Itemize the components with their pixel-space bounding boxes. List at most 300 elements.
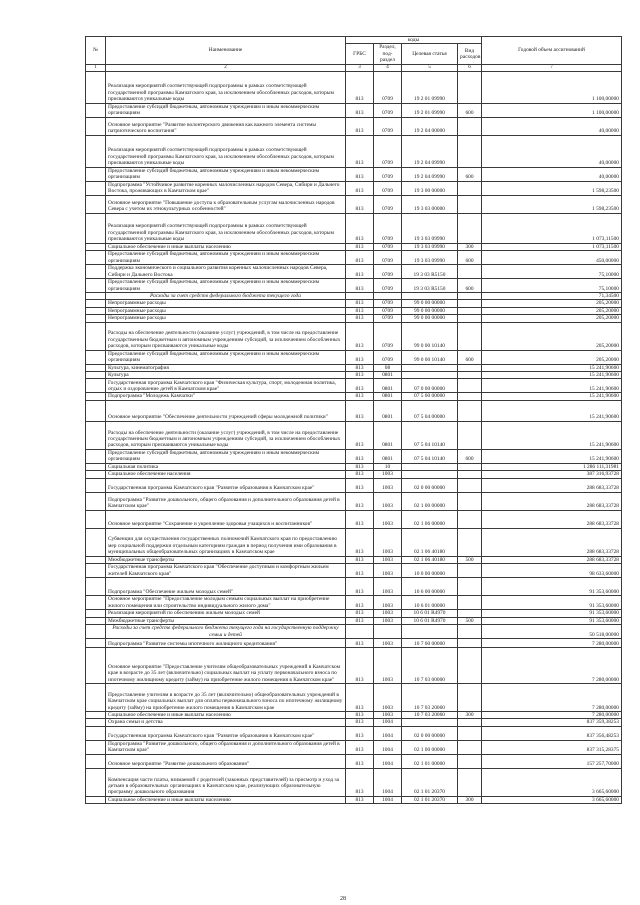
name-cell: Государственная программа Камчатского края "Развитие образования в Камчатском крае" [106, 478, 346, 492]
csr-cell: 02 0 00 00000 [402, 726, 458, 740]
razdel-cell: 1003 [374, 510, 402, 528]
table-row [86, 350, 622, 364]
vr-cell [458, 754, 482, 768]
amount-cell: 98 633,60000 [482, 564, 622, 578]
table-row [86, 796, 622, 803]
vr-cell [458, 638, 482, 647]
razdel-cell: 08 [374, 364, 402, 371]
amount-cell: 50 518,00000 [482, 624, 622, 638]
table-row [86, 379, 622, 393]
csr-cell: 19 2 04 09990 [402, 167, 458, 181]
amount-cell: 15 241,90600 [482, 449, 622, 463]
num-cell [86, 610, 106, 617]
num-cell [86, 400, 106, 421]
budget-table [85, 36, 622, 804]
csr-cell: 19 3 00 00000 [402, 181, 458, 195]
num-cell [86, 754, 106, 768]
csr-cell [402, 372, 458, 379]
vr-cell [458, 610, 482, 617]
name-cell: Предоставление субсидий бюджетным, автономным учреждениям и иным некоммерческим организациям [106, 251, 346, 265]
table-row [86, 754, 622, 768]
name-cell: Реализация мероприятий соответствующей подпрограммы в рамках соответствующей государственной программы Камчатского края, за исключением обособленных расходов, которым присваиваются уникальные коды [106, 213, 346, 243]
grbs-cell: 813 [346, 768, 374, 796]
table-row [86, 307, 622, 314]
name-cell: Основное мероприятие "Развитие волонтерского движения как важного элемента системы патриотического воспитания" [106, 117, 346, 135]
grbs-cell: 813 [346, 379, 374, 393]
razdel-cell: 1004 [374, 754, 402, 768]
razdel-cell: 0709 [374, 350, 402, 364]
csr-cell: 02 1 00 00000 [402, 492, 458, 510]
name-cell: Государственная программа Камчатского края "Обеспечение доступным и комфортным жильем жителей Камчатского края" [106, 564, 346, 578]
amount-cell: 288 683,33728 [482, 528, 622, 556]
num-cell [86, 510, 106, 528]
razdel-cell: 1004 [374, 726, 402, 740]
csr-cell: 10 7 03 20060 [402, 711, 458, 718]
razdel-cell: 1003 [374, 647, 402, 683]
header-amount: Годовой объем ассигнований [482, 37, 622, 65]
table-row [86, 421, 622, 449]
vr-cell [458, 307, 482, 314]
amount-cell: 837 315,28375 [482, 740, 622, 754]
vr-cell [458, 528, 482, 556]
grbs-cell: 813 [346, 726, 374, 740]
grbs-cell: 813 [346, 350, 374, 364]
razdel-cell: 0709 [374, 103, 402, 117]
amount-cell: 75,10000 [482, 279, 622, 293]
num-cell [86, 372, 106, 379]
razdel-cell: 0709 [374, 195, 402, 213]
razdel-cell: 1003 [374, 471, 402, 478]
grbs-cell: 813 [346, 528, 374, 556]
table-row [86, 596, 622, 610]
table-row [86, 393, 622, 400]
csr-cell: 19 3 03 R5150 [402, 265, 458, 279]
vr-cell: 600 [458, 350, 482, 364]
razdel-cell: 0709 [374, 181, 402, 195]
num-cell [86, 617, 106, 624]
table-row [86, 167, 622, 181]
amount-cell: 7 280,00000 [482, 683, 622, 711]
razdel-cell: 0709 [374, 243, 402, 250]
num-cell [86, 463, 106, 470]
vr-cell: 600 [458, 167, 482, 181]
vr-cell [458, 322, 482, 350]
csr-cell: 19 3 03 09990 [402, 251, 458, 265]
num-cell [86, 117, 106, 135]
grbs-cell: 813 [346, 117, 374, 135]
table-row [86, 181, 622, 195]
num-cell [86, 528, 106, 556]
table-body [86, 71, 622, 804]
grbs-cell: 813 [346, 265, 374, 279]
grbs-cell: 813 [346, 315, 374, 322]
name-cell: Предоставление субсидий бюджетным, автономным учреждениям и иным некоммерческим организациям [106, 167, 346, 181]
grbs-cell: 813 [346, 510, 374, 528]
vr-cell [458, 293, 482, 300]
name-cell: Социальное обеспечение и иные выплаты населению [106, 243, 346, 250]
vr-cell [458, 683, 482, 711]
amount-cell: 205,20000 [482, 350, 622, 364]
table-row [86, 103, 622, 117]
razdel-cell: 1003 [374, 564, 402, 578]
vr-cell [458, 181, 482, 195]
table-row [86, 372, 622, 379]
razdel-cell: 1003 [374, 683, 402, 711]
razdel-cell: 1004 [374, 768, 402, 796]
name-cell: Основное мероприятие "Развитие дошкольного образования" [106, 754, 346, 768]
csr-cell: 10 6 01 R4970 [402, 617, 458, 624]
table-row [86, 449, 622, 463]
csr-cell [402, 293, 458, 300]
name-cell: Социальное обеспечение и иные выплаты населению [106, 796, 346, 803]
csr-cell: 19 3 03 09990 [402, 243, 458, 250]
amount-cell: 40,00000 [482, 167, 622, 181]
amount-cell: 15 241,90600 [482, 400, 622, 421]
grbs-cell: 813 [346, 251, 374, 265]
csr-cell [402, 624, 458, 638]
csr-cell: 10 6 00 00000 [402, 578, 458, 596]
csr-cell: 07 5 04 10140 [402, 449, 458, 463]
csr-cell: 10 7 03 00000 [402, 647, 458, 683]
name-cell: Реализация мероприятий соответствующей подпрограммы в рамках соответствующей государственной программы Камчатского края, за исключением обособленных расходов, которым присваиваются уникальные коды [106, 71, 346, 103]
csr-cell: 99 0 00 10140 [402, 322, 458, 350]
num-cell [86, 768, 106, 796]
vr-cell [458, 315, 482, 322]
vr-cell [458, 71, 482, 103]
amount-cell: 288 683,33728 [482, 556, 622, 563]
grbs-cell: 813 [346, 195, 374, 213]
name-cell: Поддержка экономического и социального развития коренных малочисленных народов Севера, Сибири и Дальнего Востока [106, 265, 346, 279]
num-cell [86, 195, 106, 213]
grbs-cell: 813 [346, 364, 374, 371]
csr-cell: 19 2 04 00000 [402, 117, 458, 135]
name-cell: Основное мероприятие "Сохранение и укрепление здоровья учащихся и воспитанников" [106, 510, 346, 528]
grbs-cell: 813 [346, 578, 374, 596]
table-row [86, 478, 622, 492]
amount-cell: 288 683,33728 [482, 478, 622, 492]
vr-cell [458, 478, 482, 492]
grbs-cell: 813 [346, 617, 374, 624]
grbs-cell: 813 [346, 449, 374, 463]
amount-cell: 1 286 111,31981 [482, 463, 622, 470]
csr-cell: 99 0 00 00000 [402, 315, 458, 322]
name-cell: Основное мероприятие "Обеспечение деятельности учреждений сферы молодежной политики" [106, 400, 346, 421]
num-cell [86, 711, 106, 718]
name-cell: Предоставление субсидий бюджетным, автономным учреждениям и иным некоммерческим организациям [106, 449, 346, 463]
name-cell: Расходы за счет средств федерального бюджета текущего года [106, 293, 346, 300]
num-cell [86, 181, 106, 195]
razdel-cell: 1004 [374, 719, 402, 726]
index-cell: 7 [482, 64, 622, 71]
amount-cell: 1 073,11500 [482, 213, 622, 243]
vr-cell [458, 300, 482, 307]
grbs-cell: 813 [346, 213, 374, 243]
csr-cell: 99 0 00 10140 [402, 350, 458, 364]
name-cell: Культура [106, 372, 346, 379]
header-vr: Вид расходов [458, 44, 482, 64]
name-cell: Государственная программа Камчатского края "Физическая культура, спорт, молодежная политика, отдых и оздоровление детей в Камчатском крае" [106, 379, 346, 393]
csr-cell: 19 3 03 R5150 [402, 279, 458, 293]
header-codes: коды [346, 37, 482, 44]
num-cell [86, 596, 106, 610]
razdel-cell: 0801 [374, 421, 402, 449]
razdel-cell: 1003 [374, 596, 402, 610]
vr-cell [458, 379, 482, 393]
csr-cell [402, 719, 458, 726]
num-cell [86, 647, 106, 683]
vr-cell [458, 492, 482, 510]
vr-cell [458, 195, 482, 213]
razdel-cell: 0801 [374, 449, 402, 463]
name-cell: Расходы за счет средств федерального бюджета текущего года на государственную поддержку семьи и детей [106, 624, 346, 638]
num-cell [86, 279, 106, 293]
grbs-cell: 813 [346, 393, 374, 400]
razdel-cell: 1003 [374, 492, 402, 510]
grbs-cell: 813 [346, 471, 374, 478]
vr-cell [458, 265, 482, 279]
grbs-cell: 813 [346, 181, 374, 195]
vr-cell: 300 [458, 243, 482, 250]
name-cell: Предоставление учителям в возрасте до 35 лет (включительно) общеобразовательных учреждений в Камчатском крае социальных выплат для оплаты первоначального взноса по ипотечному жилищному кредиту (займу) на приобретение жилого помещения в Камчатском крае [106, 683, 346, 711]
table-row [86, 265, 622, 279]
vr-cell [458, 117, 482, 135]
grbs-cell: 813 [346, 478, 374, 492]
vr-cell: 500 [458, 617, 482, 624]
vr-cell: 600 [458, 279, 482, 293]
num-cell [86, 213, 106, 243]
razdel-cell: 0801 [374, 379, 402, 393]
name-cell: Подпрограмма "Обеспечение жильем молодых семей" [106, 578, 346, 596]
name-cell: Реализация мероприятий по обеспечению жильем молодых семей [106, 610, 346, 617]
csr-cell: 19 3 03 09990 [402, 213, 458, 243]
num-cell [86, 421, 106, 449]
name-cell: Подпрограмма "Молодежь Камчатки" [106, 393, 346, 400]
num-cell [86, 478, 106, 492]
table-row [86, 71, 622, 103]
name-cell: Социальное обеспечение населения [106, 471, 346, 478]
num-cell [86, 471, 106, 478]
vr-cell [458, 372, 482, 379]
amount-cell: 15 241,90600 [482, 421, 622, 449]
name-cell: Расходы на обеспечение деятельности (оказание услуг) учреждений, в том числе на предоставление государственным бюджетным и автономным учреждениям субсидий, за исключением обособленных расходов, которым присваиваются уникальные коды [106, 421, 346, 449]
csr-cell: 19 2 01 09990 [402, 103, 458, 117]
table-row [86, 213, 622, 243]
num-cell [86, 71, 106, 103]
num-cell [86, 449, 106, 463]
razdel-cell: 10 [374, 463, 402, 470]
grbs-cell: 813 [346, 610, 374, 617]
amount-cell: 1 598,23500 [482, 195, 622, 213]
razdel-cell: 1003 [374, 610, 402, 617]
num-cell [86, 103, 106, 117]
csr-cell: 07 5 00 00000 [402, 393, 458, 400]
vr-cell [458, 647, 482, 683]
grbs-cell [346, 624, 374, 638]
table-row [86, 528, 622, 556]
grbs-cell: 813 [346, 719, 374, 726]
table-row [86, 647, 622, 683]
vr-cell [458, 726, 482, 740]
table-row [86, 564, 622, 578]
grbs-cell: 813 [346, 638, 374, 647]
razdel-cell: 0801 [374, 372, 402, 379]
csr-cell [402, 364, 458, 371]
header-num: № [86, 37, 106, 65]
vr-cell: 600 [458, 449, 482, 463]
amount-cell: 40,00000 [482, 117, 622, 135]
amount-cell: 205,20000 [482, 300, 622, 307]
razdel-cell: 1003 [374, 578, 402, 596]
index-cell: 3 [346, 64, 374, 71]
csr-cell: 19 3 03 00000 [402, 195, 458, 213]
amount-cell: 387 316,93728 [482, 471, 622, 478]
name-cell: Непрограммные расходы [106, 307, 346, 314]
vr-cell [458, 213, 482, 243]
num-cell [86, 564, 106, 578]
table-row [86, 711, 622, 718]
grbs-cell: 813 [346, 647, 374, 683]
razdel-cell: 0709 [374, 300, 402, 307]
csr-cell: 19 2 04 09990 [402, 135, 458, 167]
amount-cell: 205,20000 [482, 322, 622, 350]
csr-cell: 99 0 00 00000 [402, 307, 458, 314]
grbs-cell: 813 [346, 307, 374, 314]
vr-cell [458, 471, 482, 478]
razdel-cell: 0709 [374, 315, 402, 322]
name-cell: Основное мероприятие "Предоставление молодым семьям социальных выплат на приобретение жилого помещения или строительство индивидуального жилого дома" [106, 596, 346, 610]
name-cell: Межбюджетные трансферты [106, 617, 346, 624]
vr-cell [458, 719, 482, 726]
grbs-cell: 813 [346, 564, 374, 578]
amount-cell: 7 280,00000 [482, 647, 622, 683]
amount-cell: 1 100,00000 [482, 71, 622, 103]
razdel-cell: 0709 [374, 265, 402, 279]
num-cell [86, 293, 106, 300]
csr-cell: 02 0 00 00000 [402, 478, 458, 492]
num-cell [86, 315, 106, 322]
table-row [86, 624, 622, 638]
csr-cell: 02 1 00 00000 [402, 740, 458, 754]
vr-cell [458, 510, 482, 528]
num-cell [86, 167, 106, 181]
razdel-cell: 1003 [374, 638, 402, 647]
amount-cell: 450,00000 [482, 251, 622, 265]
amount-cell: 91 353,60000 [482, 596, 622, 610]
header-csr: Целевая статья [402, 44, 458, 64]
name-cell: Социальная политика [106, 463, 346, 470]
table-row [86, 740, 622, 754]
amount-cell: 157 257,70000 [482, 754, 622, 768]
grbs-cell: 813 [346, 300, 374, 307]
table-row [86, 556, 622, 563]
csr-cell: 02 1 06 40180 [402, 556, 458, 563]
name-cell: Компенсация части платы, взимаемой с родителей (законных представителей) за присмотр и уход за детьми в образовательных организациях в Камчатском крае, реализующих образовательную программу дошкольного образования [106, 768, 346, 796]
grbs-cell: 813 [346, 322, 374, 350]
index-cell: 1 [86, 64, 106, 71]
csr-cell: 10 7 03 20060 [402, 683, 458, 711]
razdel-cell [374, 624, 402, 638]
grbs-cell: 813 [346, 103, 374, 117]
amount-cell: 75,10000 [482, 265, 622, 279]
razdel-cell: 0801 [374, 393, 402, 400]
num-cell [86, 624, 106, 638]
column-index-row [86, 64, 622, 71]
num-cell [86, 322, 106, 350]
razdel-cell: 1003 [374, 478, 402, 492]
table-row [86, 510, 622, 528]
table-row [86, 195, 622, 213]
table-row [86, 492, 622, 510]
amount-cell: 15 241,90600 [482, 372, 622, 379]
table-row [86, 117, 622, 135]
csr-cell: 10 0 00 00000 [402, 564, 458, 578]
name-cell: Реализация мероприятий соответствующей подпрограммы в рамках соответствующей государственной программы Камчатского края, за исключением обособленных расходов, которым присваиваются уникальные коды [106, 135, 346, 167]
vr-cell [458, 393, 482, 400]
csr-cell: 07 0 00 00000 [402, 379, 458, 393]
vr-cell [458, 400, 482, 421]
razdel-cell: 0709 [374, 307, 402, 314]
razdel-cell: 0709 [374, 213, 402, 243]
csr-cell: 07 5 04 00000 [402, 400, 458, 421]
amount-cell: 15 241,90600 [482, 379, 622, 393]
table-row [86, 610, 622, 617]
amount-cell: 1 073,11500 [482, 243, 622, 250]
csr-cell: 07 5 04 10140 [402, 421, 458, 449]
grbs-cell: 813 [346, 740, 374, 754]
amount-cell: 15 241,90600 [482, 364, 622, 371]
grbs-cell: 813 [346, 71, 374, 103]
grbs-cell: 813 [346, 167, 374, 181]
header-row-top [86, 37, 622, 44]
razdel-cell: 0709 [374, 167, 402, 181]
num-cell [86, 638, 106, 647]
name-cell: Расходы на обеспечение деятельности (оказание услуг) учреждений, в том числе на предоставление государственным бюджетным и автономным учреждениям субсидий, за исключением обособленных расходов, которым присваиваются уникальные коды [106, 322, 346, 350]
amount-cell: 40,00000 [482, 135, 622, 167]
index-cell: 4 [374, 64, 402, 71]
num-cell [86, 740, 106, 754]
table-row [86, 719, 622, 726]
num-cell [86, 251, 106, 265]
num-cell [86, 379, 106, 393]
vr-cell [458, 364, 482, 371]
vr-cell [458, 463, 482, 470]
grbs-cell: 813 [346, 400, 374, 421]
num-cell [86, 307, 106, 314]
amount-cell: 205,20000 [482, 307, 622, 314]
table-row [86, 243, 622, 250]
csr-cell: 19 2 01 09990 [402, 71, 458, 103]
csr-cell [402, 463, 458, 470]
csr-cell: 10 7 00 00000 [402, 638, 458, 647]
table-row [86, 463, 622, 470]
index-cell: 5 [402, 64, 458, 71]
grbs-cell: 813 [346, 596, 374, 610]
razdel-cell: 0709 [374, 71, 402, 103]
amount-cell: 1 598,23500 [482, 181, 622, 195]
amount-cell: 91 353,60000 [482, 617, 622, 624]
vr-cell [458, 596, 482, 610]
name-cell: Культура, кинематография [106, 364, 346, 371]
num-cell [86, 556, 106, 563]
num-cell [86, 683, 106, 711]
grbs-cell: 813 [346, 372, 374, 379]
table-row [86, 638, 622, 647]
vr-cell [458, 135, 482, 167]
index-cell: 6 [458, 64, 482, 71]
amount-cell: 837 356,48253 [482, 726, 622, 740]
table-row [86, 322, 622, 350]
amount-cell: 15 241,90600 [482, 393, 622, 400]
